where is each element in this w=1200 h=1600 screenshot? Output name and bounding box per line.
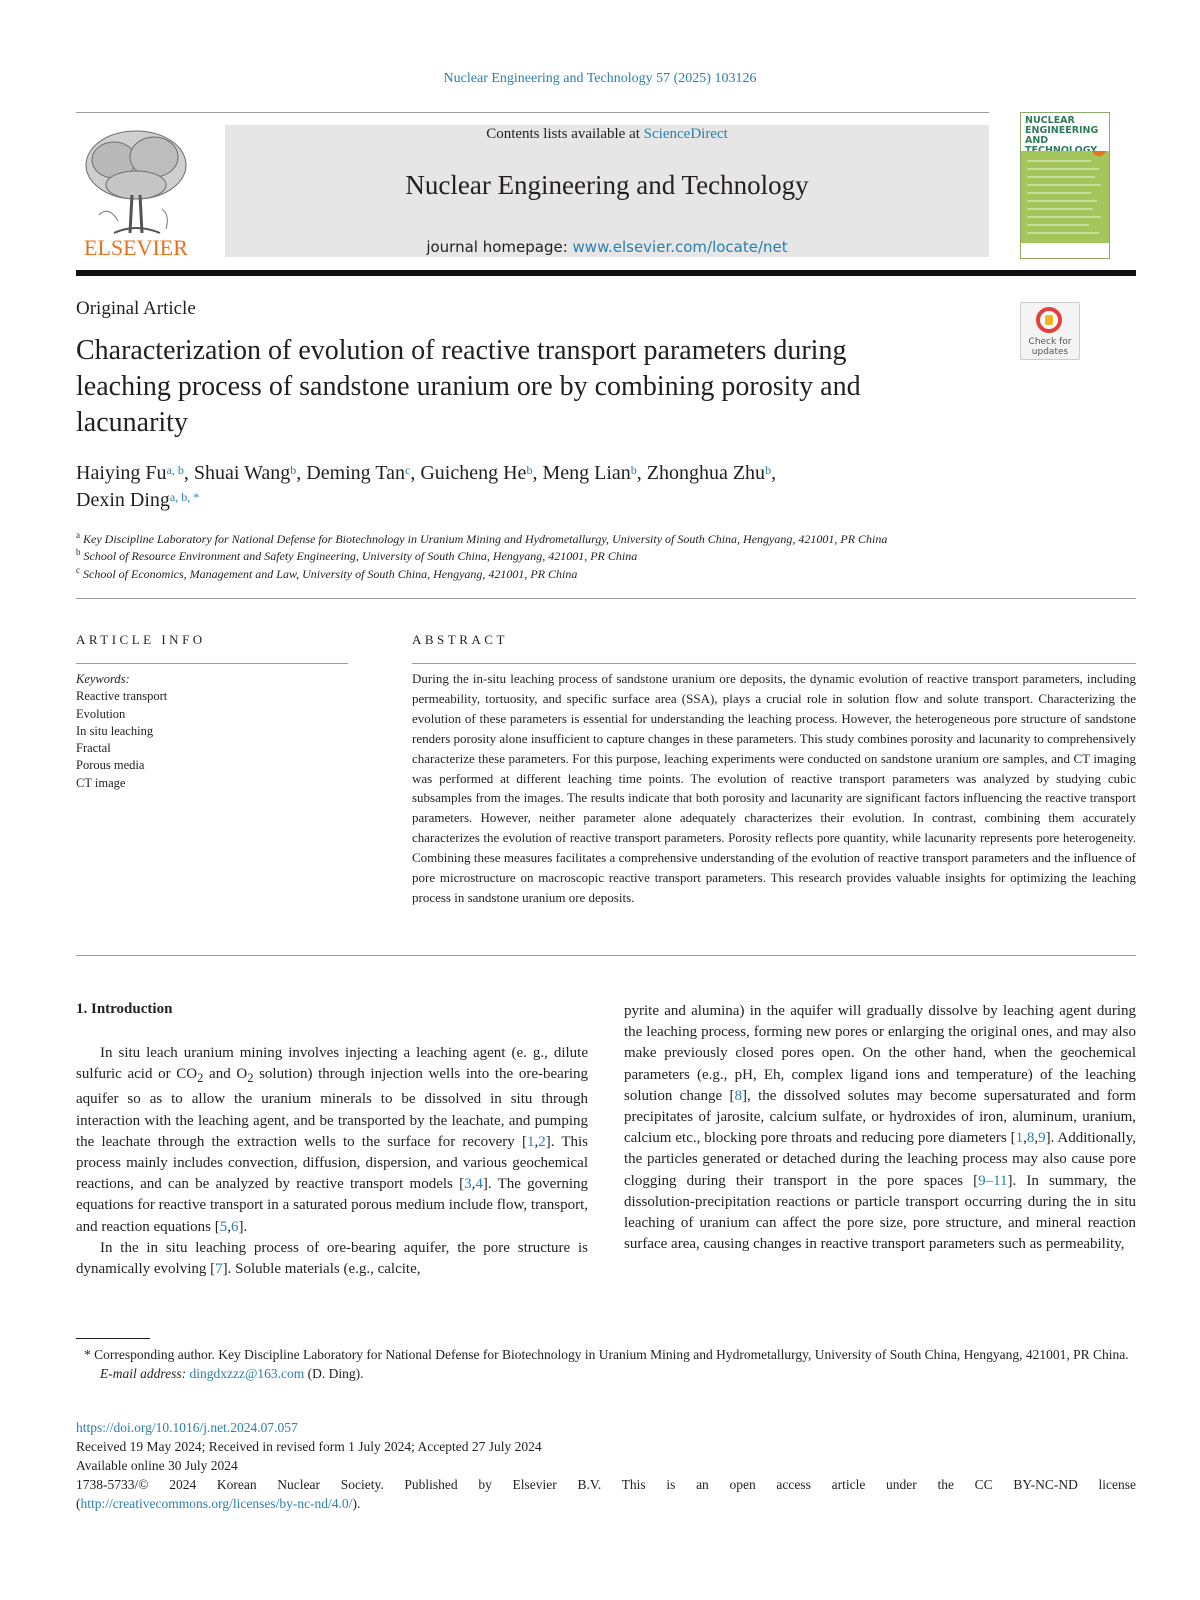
citation-link[interactable]: 2: [538, 1133, 546, 1150]
body-column-left: [76, 1043, 588, 1280]
email-link[interactable]: dingdxzzz@163.com: [189, 1366, 305, 1381]
citation-link[interactable]: 8: [734, 1087, 742, 1104]
keyword-item: Reactive transport: [76, 689, 168, 704]
keywords-label: Keywords:: [76, 672, 130, 686]
author-affiliation[interactable]: a, b: [166, 463, 184, 477]
subscript: 2: [247, 1071, 254, 1086]
sciencedirect-link[interactable]: ScienceDirect: [643, 126, 728, 142]
text-run: ]. In summary, the dissolution-precipitation reactions or particle transport occurring during the in situ leaching of uranium can affect the pore size, pore structure, and mineral reaction surface area, causing changes in reactive transport parameters such as permeability,: [624, 1172, 1136, 1253]
citation-link[interactable]: 9–11: [978, 1172, 1008, 1189]
text-run: In the in situ leaching process of ore-bearing aquifer, the pore structure is dynamically evolving [: [76, 1239, 588, 1278]
affiliation-key: b: [76, 547, 81, 557]
affiliation-c: [76, 565, 577, 582]
affiliation-key: a: [76, 530, 80, 540]
homepage-prefix: journal homepage:: [426, 238, 573, 256]
text-run: ]. The governing equations for reactive transport in a saturated porous medium include flow, transport, and reaction equations [: [76, 1176, 588, 1235]
footnote-rule: [76, 1338, 150, 1339]
keyword-item: Evolution: [76, 706, 126, 721]
affiliation-a: [76, 530, 887, 547]
email-suffix: (D. Ding).: [304, 1366, 364, 1381]
svg-text:ELSEVIER: ELSEVIER: [84, 235, 188, 260]
article-title: Characterization of evolution of reactive transport parameters during leaching process of sandstone uranium ore by combining porosity and lacunarity: [76, 335, 861, 438]
paragraph: [76, 1238, 588, 1280]
affiliation-key: c: [76, 565, 80, 575]
journal-title: Nuclear Engineering and Technology: [405, 170, 809, 200]
journal-citation[interactable]: Nuclear Engineering and Technology 57 (2025) 103126: [443, 71, 757, 86]
introduction-heading: 1. Introduction: [76, 1001, 173, 1017]
paragraph: pyrite and alumina) in the aquifer will gradually dissolve by leaching agent during the leaching process, forming new pores or enlarging the original ones, and may also make previously closed pores open. On the other hand, when the geochemical parameters (e.g., pH, Eh, complex ligand ions and temperature) of the leaching solution change [8], the dissolved solutes may become supersaturated and form precipitates of jarosite, calcium sulfate, or hydroxides of iron, aluminum, uranium, calcium etc., blocking pore throats and reducing pore diameters [1,8,9]. Additionally, the particles generated or detached during the leaching process may also cause pore clogging during their transport in the pore spaces [9–11]. In summary, the dissolution-precipitation reactions or particle transport occurring during the in situ leaching of uranium can affect the pore size, pore structure, and mineral reaction surface area, causing changes in reactive transport parameters such as permeability,: [624, 1003, 1136, 1253]
keyword-item: In situ leaching: [76, 723, 154, 738]
keywords-block: [76, 671, 167, 792]
affiliation-text: School of Resource Environment and Safety Engineering, University of South China, Hengyang, 421001, PR China: [83, 549, 638, 563]
author-name[interactable]: Guicheng He: [420, 462, 527, 484]
keyword-item: Fractal: [76, 741, 111, 756]
received-dates: Received 19 May 2024; Received in revised form 1 July 2024; Accepted 27 July 2024: [76, 1439, 542, 1454]
citation-link[interactable]: 4: [475, 1176, 483, 1193]
bookmark-icon: [1036, 307, 1062, 333]
cover-title: NUCLEAR ENGINEERING AND: [1025, 115, 1099, 146]
affiliation-text: Key Discipline Laboratory for National Defense for Biotechnology in Uranium Mining and Hydrometallurgy, University of South China, Hengyang, 421001, PR China: [83, 532, 888, 546]
author-affiliation[interactable]: b: [630, 463, 637, 477]
author-name[interactable]: Dexin Ding: [76, 489, 170, 511]
abstract-bottom-rule: [76, 955, 1136, 956]
footnote-text: * Corresponding author. Key Discipline Laboratory for National Defense for Biotechnology in Uranium Mining and Hydrometallurgy, University of South China, Hengyang, 421001, PR China.: [84, 1347, 1129, 1362]
author-name[interactable]: Shuai Wang: [193, 462, 291, 484]
citation-link[interactable]: 6: [230, 1218, 239, 1235]
author-list: Haiying Fu$^{a, b}$, Shuai Wang$^b$, Deming Tan$^c$, Guicheng He$^b$, Meng Lian$^b$, Zhonghua Zhu$^b$, Dexin Ding$^{a, b, *}$: [76, 462, 777, 511]
citation-link[interactable]: 7: [215, 1261, 223, 1278]
email-label: E-mail address:: [100, 1366, 187, 1381]
section-rule: [76, 598, 1136, 599]
homepage-link[interactable]: www.elsevier.com/locate/net: [572, 238, 788, 256]
abstract-heading: ABSTRACT: [412, 632, 508, 647]
author-affiliation[interactable]: c: [405, 463, 411, 477]
body-column-right: [624, 1001, 1136, 1255]
subscript: 2: [197, 1071, 204, 1086]
citation-link[interactable]: 8: [1026, 1130, 1035, 1147]
license-link[interactable]: http://creativecommons.org/licenses/by-nc-nd/4.0/: [80, 1496, 353, 1511]
publication-info: [76, 1418, 1136, 1513]
paragraph: In situ leach uranium mining involves injecting a leaching agent (e. g., dilute sulfuric acid or $CO_2$ and $O_2$ solution) through injection wells into the ore-bearing aquifer so as to allow the uranium minerals to be dissolved in situ through interaction with the leaching agent, and be transported by the leachate, and pumping the leachate through the extraction wells to the surface for recovery [1,2]. This process mainly includes convection, diffusion, dispersion, and various geochemical reactions, and can be analyzed by reactive transport models [3,4]. The governing equations for reactive transport in a saturated porous medium include flow, transport, and reaction equations [5,6].: [76, 1045, 588, 1235]
article-info-rule: [76, 663, 348, 664]
text-run: ]. Soluble materials (e.g., calcite,: [222, 1261, 421, 1278]
affiliation-b: [76, 547, 637, 564]
abstract-rule: [412, 663, 1136, 664]
keyword-item: CT image: [76, 775, 126, 790]
citation-link[interactable]: 9: [1038, 1130, 1046, 1147]
header-thick-rule: [76, 270, 1136, 276]
elsevier-logo[interactable]: [74, 125, 198, 260]
author-affiliation[interactable]: b: [765, 463, 772, 477]
doi-link[interactable]: https://doi.org/10.1016/j.net.2024.07.057: [76, 1420, 298, 1435]
citation-link[interactable]: 1: [526, 1133, 535, 1150]
homepage-line: [225, 238, 989, 256]
text-run: ], the dissolved solutes may become supersaturated and form precipitates of jarosite, calcium sulfate, or hydroxides of iron, aluminum, uranium, calcium etc., blocking pore throats and reducing pore diameters [: [624, 1087, 1136, 1147]
author-name[interactable]: Zhonghua Zhu: [646, 462, 766, 484]
available-online: Available online 30 July 2024: [76, 1458, 238, 1473]
license-text: 1738-5733/© 2024 Korean Nuclear Society. Published by Elsevier B.V. This is an open access article under the CC BY-NC-ND license: [76, 1477, 1136, 1492]
top-rule: [76, 112, 989, 113]
author-affiliation[interactable]: b: [290, 463, 297, 477]
paren-close: ).: [352, 1496, 361, 1511]
article-type: Original Article: [76, 298, 196, 319]
contents-prefix: Contents lists available at: [486, 126, 644, 142]
corresponding-author-footnote: [76, 1345, 1136, 1383]
contents-line: [225, 126, 989, 143]
elsevier-tree-icon: [74, 125, 198, 260]
text-run: pyrite and alumina) in the aquifer will gradually dissolve by leaching agent during the leaching process, forming new pores or enlarging the original ones, and may also make previously closed pores open. On the other hand, when the geochemical parameters (e.g., pH, Eh, complex ligand ions and temperature) of the leaching solution change [: [624, 1003, 1136, 1104]
citation-link[interactable]: 1: [1015, 1130, 1024, 1147]
email-line: [76, 1364, 1136, 1383]
text-run: ]. Additionally, the particles generated or detached during the leaching process may also cause pore clogging during their transport in the pore spaces [: [624, 1130, 1136, 1189]
text-run: and O: [203, 1066, 248, 1083]
article-info-heading: ARTICLE INFO: [76, 632, 206, 647]
author-name[interactable]: Meng Lian: [542, 462, 631, 484]
author-name[interactable]: Haiying Fu: [76, 462, 167, 484]
cover-contents-lines: [1021, 151, 1109, 255]
author-affiliation[interactable]: b: [526, 463, 533, 477]
affiliation-text: School of Economics, Management and Law, University of South China, Hengyang, 421001, PR China: [83, 567, 578, 581]
paren-open: (: [76, 1496, 81, 1511]
license-link-line: [76, 1494, 1136, 1513]
check-updates-label: Check for updates: [1028, 337, 1072, 357]
text-run: ]. This process mainly includes convection, diffusion, dispersion, and various geochemical reactions, and can be analyzed by reactive transport models [: [76, 1133, 588, 1193]
citation-link[interactable]: 5: [219, 1218, 228, 1235]
abstract-text: During the in-situ leaching process of sandstone uranium ore deposits, the dynamic evolution of reactive transport parameters, including permeability, tortuosity, and specific surface area (SSA), plays a crucial role in solution flow and solute transport. Characterizing the evolution of these parameters is essential for understanding the leaching process. However, the heterogeneous pore structure of sandstone renders porosity alone insufficient to capture changes in these parameters. This study combines porosity and lacunarity to comprehensively characterize these parameters. For this purpose, leaching experiments were conducted on sandstone uranium ore samples, and CT imaging was performed at different leaching time points. The evolution of reactive transport parameters was analyzed by studying cubic subsamples from the images. The results indicate that both porosity and lacunarity are significant factors influencing the reactive transport parameters. However, neither parameter alone adequately characterizes their evolution. In contrast, combining them accurately characterizes the evolution of reactive transport parameters. Porosity reflects pore quantity, while lacunarity represents pore heterogeneity. Combining these measures facilitates a comprehensive understanding of the evolution of reactive transport parameters and the influence of pore microstructure on macroscopic reactive transport parameters. This research provides valuable insights for optimizing the leaching process in sandstone uranium ore deposits.: [412, 671, 1136, 905]
author-name[interactable]: Deming Tan: [306, 462, 406, 484]
cover-band: [1021, 151, 1109, 255]
check-for-updates-badge[interactable]: [1020, 302, 1080, 360]
text-run: In situ leach uranium mining involves injecting a leaching agent (e. g., dilute sulfuric acid or CO: [76, 1045, 588, 1083]
author-affiliation[interactable]: a, b, *: [169, 490, 200, 504]
journal-cover[interactable]: [1020, 112, 1110, 259]
text-run: ].: [238, 1218, 248, 1235]
text-run: solution) through injection wells into the ore-bearing aquifer so as to allow the uranium minerals to be dissolved in situ through interaction with the leaching agent, and be transported by the leachate, and pumping the leachate through the extraction wells to the surface for recovery [: [76, 1066, 588, 1150]
keyword-item: Porous media: [76, 758, 145, 773]
citation-link[interactable]: 3: [464, 1176, 472, 1193]
